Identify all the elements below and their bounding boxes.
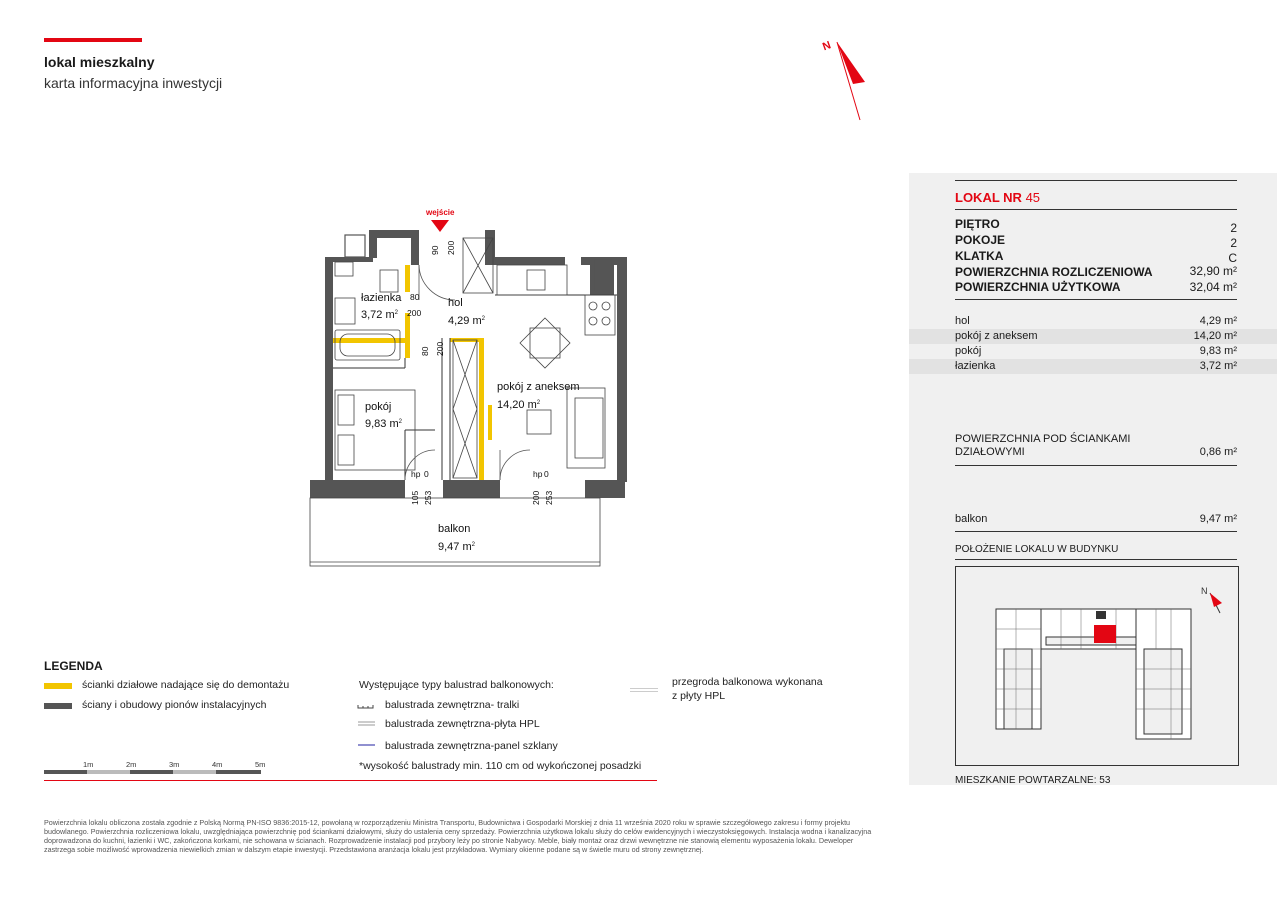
legend-text-wall: ściany i obudowy pionów instalacyjnych [82, 699, 267, 711]
scale-tick-5m: 5m [255, 760, 266, 769]
balcony-door-right-hp: hp [533, 469, 543, 479]
balustrade-header: Występujące typy balustrad balkonowych: [359, 679, 554, 691]
room-area-bathroom: 3,72 $m^2$ [361, 309, 398, 321]
spec-label-billing-area: POWIERZCHNIA ROZLICZENIOWA [955, 265, 1153, 279]
balcony-value: 9,47 m² [1199, 513, 1237, 525]
room-area-balcony: 9,47 $m^2$ [438, 541, 475, 553]
partition-label-line1: POWIERZCHNIA POD ŚCIANKAMI [955, 433, 1131, 445]
header-accent-bar [44, 38, 142, 42]
balustrade-icons [357, 700, 377, 750]
spec-label-staircase: KLATKA [955, 249, 1004, 263]
document-title: lokal mieszkalny [44, 54, 155, 70]
entry-door-height: 200 [446, 240, 456, 255]
spec-value-staircase: C [1228, 251, 1237, 265]
balcony-door-left-hp: hp [411, 469, 421, 479]
balustrade-type-3: balustrada zewnętrzna-panel szklany [385, 740, 558, 752]
balcony-door-left-hp-value: 0 [424, 469, 429, 479]
room-label-living: pokój z aneksem [497, 381, 580, 393]
location-title: POŁOŻENIE LOKALU W BUDYNKU [955, 544, 1119, 555]
scale-bar [44, 758, 274, 778]
partition-label-line2: DZIAŁOWYMI [955, 446, 1025, 458]
legend-text-partition: ścianki działowe nadające się do demontażu [82, 679, 290, 691]
divider-swatch [630, 688, 658, 689]
legal-footnote: Powierzchnia lokalu obliczona została zgodnie z Polską Normą PN-ISO 9836:2015-12, powołaną w rozporządzeniu Ministra Transportu, Budownictwa i Gospodarki Morskiej z dnia 11 września 2020 roku w sprawie szczegółowego zakresu i formy projektu budowlanego. Powierzchnia rozliczeniowa lokalu, uwzględniająca powierzchnię pod ściankami działowymi, służy do ustalenia ceny sprzedaży. Powierzchnia użytkowa lokalu służy do celów ewidencyjnych i wieczystoksięgowych. Instalacja wodna i kanalizacyjna doprowadzona do kuchni, łazienki i WC, zakończona korkami, nie schowana w ścianach. Rozprowadzenie instalacji pod przybory leży po stronie Nabywcy. Meble, biały montaż oraz drzwi wewnętrzne nie stanowią elementu wyposażenia lokalu. Deweloper zastrzega sobie możliwość wprowadzenia niewielkich zmian w dalszym etapie inwestycji. Przedstawiona aranżacja lokalu jest przykładowa. Wymiary okienne podane są w świetle muru od strony zewnętrznej. [44, 818, 872, 854]
balustrade-type-1: balustrada zewnętrzna- tralki [385, 699, 520, 711]
spec-label-floor: PIĘTRO [955, 217, 1000, 231]
scale-tick-3m: 3m [169, 760, 180, 769]
room-label-hall: hol [448, 297, 463, 309]
bath-door-height: 200 [407, 308, 422, 318]
bath-door-width: 80 [410, 292, 420, 302]
bedroom-door-height: 200 [435, 341, 445, 356]
room-label-bathroom: łazienka [361, 292, 402, 304]
entrance-arrow-icon [431, 220, 449, 232]
room-label-bedroom: pokój [365, 401, 392, 413]
building-location-map [955, 566, 1239, 766]
balcony-door-right-width: 200 [531, 490, 541, 505]
room-row-living: pokój z aneksem 14,20 m² [909, 329, 1277, 344]
floor-plan [305, 200, 635, 570]
scale-tick-1m: 1m [83, 760, 94, 769]
balustrade-note: *wysokość balustrady min. 110 cm od wykończonej posadzki [359, 760, 642, 772]
spec-value-billing-area: 32,90 m² [1189, 264, 1237, 278]
repeat-unit-label: MIESZKANIE POWTARZALNE: 53 [955, 775, 1111, 786]
scale-tick-2m: 2m [126, 760, 137, 769]
north-label: N [821, 39, 833, 54]
room-label-balcony: balkon [438, 523, 471, 535]
balustrade-type-2: balustrada zewnętrzna-płyta HPL [385, 718, 540, 730]
room-row-bathroom: łazienka 3,72 m² [909, 359, 1277, 374]
scale-tick-4m: 4m [212, 760, 223, 769]
balcony-door-left-width: 105 [410, 490, 420, 505]
map-north-label: N [1201, 586, 1208, 596]
divider-note-line1: przegroda balkonowa wykonana [672, 676, 823, 688]
spec-value-rooms: 2 [1230, 236, 1237, 250]
room-row-bedroom: pokój 9,83 m² [955, 345, 1237, 357]
entrance-label: wejście [426, 208, 455, 217]
legend-title: LEGENDA [44, 659, 103, 673]
room-area-bedroom: 9,83 $m^2$ [365, 418, 402, 430]
balcony-door-right-height: 253 [544, 490, 554, 505]
spec-value-usable-area: 32,04 m² [1189, 280, 1237, 294]
balcony-door-right-hp-value: 0 [544, 469, 549, 479]
entry-door-width: 90 [430, 245, 440, 255]
balcony-door-left-height: 253 [423, 490, 433, 505]
spec-label-rooms: POKOJE [955, 233, 1006, 247]
legend-swatch-wall [44, 703, 72, 709]
balcony-label: balkon [955, 513, 988, 525]
north-compass-icon [815, 32, 875, 124]
bedroom-door-width: 80 [420, 346, 430, 356]
unit-heading: LOKAL NR 45 [955, 190, 1041, 205]
unit-highlight [1094, 625, 1116, 643]
divider-note-line2: z płyty HPL [672, 690, 726, 702]
room-area-hall: 4,29 $m^2$ [448, 315, 485, 327]
partition-value: 0,86 m² [1199, 446, 1237, 458]
spec-value-floor: 2 [1230, 221, 1237, 235]
legend-swatch-partition [44, 683, 72, 689]
room-area-living: 14,20 $m^2$ [497, 399, 541, 411]
room-row-hall: hol 4,29 m² [955, 315, 1237, 327]
document-subtitle: karta informacyjna inwestycji [44, 75, 223, 91]
legend-divider [44, 780, 657, 781]
spec-label-usable-area: POWIERZCHNIA UŻYTKOWA [955, 280, 1121, 294]
